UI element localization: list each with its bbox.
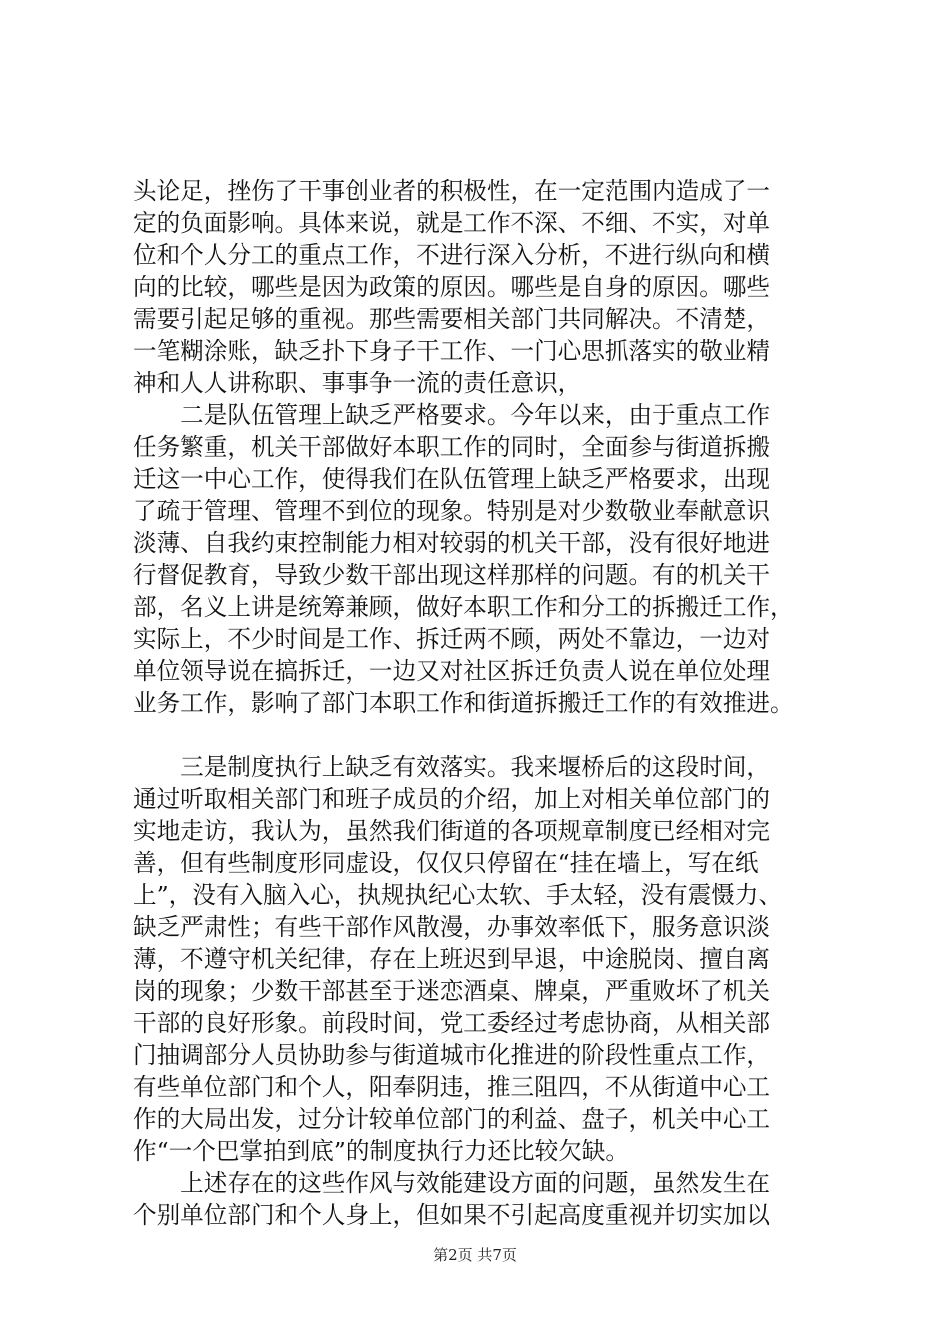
text-line: 一笔糊涂账，缺乏扑下身子干工作、一门心思抓落实的敬业精 — [133, 337, 771, 365]
text-line: 作“一个巴掌拍到底”的制度执行力还比较欠缺。 — [133, 1137, 629, 1165]
text-line: 业务工作，影响了部门本职工作和街道拆搬迁工作的有效推进。 — [133, 689, 794, 717]
text-line: 作的大局出发，过分计较单位部门的利益、盘子，机关中心工 — [133, 1105, 771, 1133]
text-line: 迁这一中心工作，使得我们在队伍管理上缺乏严格要求，出现 — [133, 465, 771, 493]
text-line: 部，名义上讲是统筹兼顾，做好本职工作和分工的拆搬迁工作， — [133, 593, 794, 621]
text-line: 三是制度执行上缺乏有效落实。我来堰桥后的这段时间， — [133, 753, 771, 781]
text-line: 单位领导说在搞拆迁，一边又对社区拆迁负责人说在单位处理 — [133, 657, 771, 685]
text-line: 缺乏严肃性；有些干部作风散漫，办事效率低下，服务意识淡 — [133, 913, 771, 941]
text-line: 行督促教育，导致少数干部出现这样那样的问题。有的机关干 — [133, 561, 771, 589]
text-line: 需要引起足够的重视。那些需要相关部门共同解决。不清楚， — [133, 305, 771, 333]
text-line: 二是队伍管理上缺乏严格要求。今年以来，由于重点工作 — [133, 401, 771, 429]
text-line: 实地走访，我认为，虽然我们街道的各项规章制度已经相对完 — [133, 817, 771, 845]
page-number-footer: 第2页 共7页 — [433, 1246, 517, 1264]
text-line: 通过听取相关部门和班子成员的介绍，加上对相关单位部门的 — [133, 785, 771, 813]
text-line: 了疏于管理、管理不到位的现象。特别是对少数敬业奉献意识 — [133, 497, 771, 525]
text-line: 薄，不遵守机关纪律，存在上班迟到早退，中途脱岗、擅自离 — [133, 945, 771, 973]
text-line: 头论足，挫伤了干事创业者的积极性，在一定范围内造成了一 — [133, 177, 771, 205]
text-line: 定的负面影响。具体来说，就是工作不深、不细、不实，对单 — [133, 209, 771, 237]
text-line: 有些单位部门和个人，阳奉阴违，推三阻四，不从街道中心工 — [133, 1073, 771, 1101]
text-line: 门抽调部分人员协助参与街道城市化推进的阶段性重点工作， — [133, 1041, 771, 1069]
text-line: 向的比较，哪些是因为政策的原因。哪些是自身的原因。哪些 — [133, 273, 771, 301]
text-line: 干部的良好形象。前段时间，党工委经过考虑协商，从相关部 — [133, 1009, 771, 1037]
text-line: 上述存在的这些作风与效能建设方面的问题，虽然发生在 — [133, 1169, 771, 1197]
text-line: 淡薄、自我约束控制能力相对较弱的机关干部，没有很好地进 — [133, 529, 771, 557]
text-line: 神和人人讲称职、事事争一流的责任意识， — [133, 369, 582, 397]
text-line: 善，但有些制度形同虚设，仅仅只停留在“挂在墙上，写在纸 — [133, 849, 759, 877]
text-line: 上”，没有入脑入心，执规执纪心太软、手太轻，没有震慑力、 — [133, 881, 783, 909]
text-line: 实际上，不少时间是工作、拆迁两不顾，两处不靠边，一边对 — [133, 625, 771, 653]
text-line: 位和个人分工的重点工作，不进行深入分析，不进行纵向和横 — [133, 241, 771, 269]
text-line: 岗的现象；少数干部甚至于迷恋酒桌、牌桌，严重败坏了机关 — [133, 977, 771, 1005]
text-line: 任务繁重，机关干部做好本职工作的同时，全面参与街道拆搬 — [133, 433, 771, 461]
text-line: 个别单位部门和个人身上，但如果不引起高度重视并切实加以 — [133, 1201, 771, 1229]
